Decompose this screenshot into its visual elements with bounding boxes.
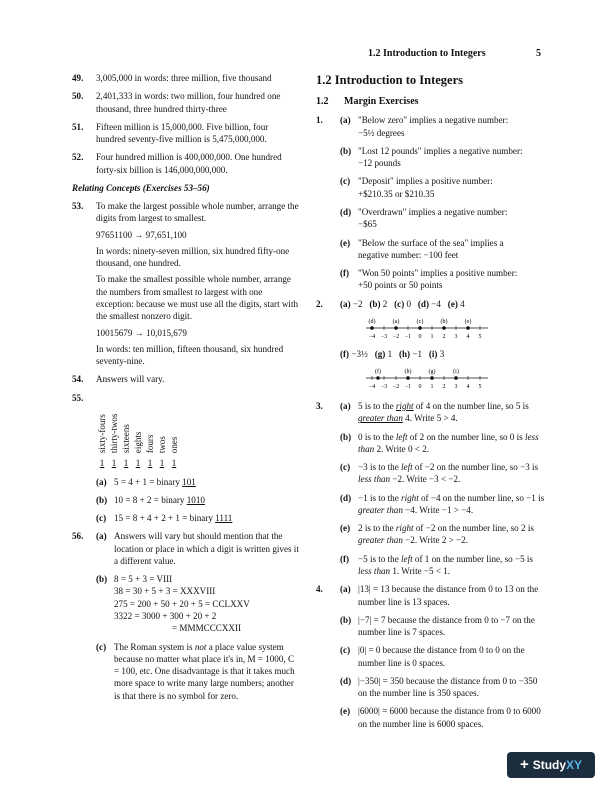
- exercise-54: [72, 373, 300, 385]
- answer-text: The Roman system is: [114, 641, 195, 652]
- number-line-point: [430, 376, 434, 380]
- number-line-point: [376, 376, 380, 380]
- part-label: (d): [340, 206, 352, 217]
- part-b: [340, 145, 548, 170]
- answer-text: 38 = 30 + 5 + 3 = XXXVIII: [114, 586, 216, 597]
- exercise-number: 55.: [72, 392, 84, 403]
- answer-text: of −2 on the number line, so −3 is: [412, 462, 539, 473]
- emphasis-text: left: [395, 431, 408, 442]
- part-c: [340, 175, 548, 200]
- number-line-point: [454, 376, 458, 380]
- answer-text: "Lost 12 pounds" implies a negative number:: [358, 145, 523, 156]
- binary-column-heading: thirty-twos: [108, 414, 119, 454]
- answer-text: +50 points or 50 points: [358, 280, 443, 291]
- exercise-number: 51.: [72, 121, 84, 132]
- right-column: [316, 72, 548, 736]
- binary-column-heading: fours: [144, 435, 155, 454]
- number-line: [364, 362, 494, 394]
- answer-value: 3: [439, 348, 445, 359]
- answer-text: One hundred forty-six billion is 146,000,000,000.: [96, 152, 282, 175]
- answer-text: 3322 = 3000 + 300 + 20 + 2: [114, 610, 217, 621]
- emphasis-text: greater than: [358, 504, 403, 515]
- answer-text: 5 is to the: [358, 401, 396, 412]
- answer-text: of 2 on the number line, so 0 is: [407, 431, 525, 442]
- answer-value: 2: [382, 298, 395, 309]
- answer-text: of 4 on the number line, so 5 is: [413, 401, 529, 412]
- part-label: (b): [369, 298, 383, 309]
- part-label: (a): [340, 584, 351, 595]
- answer-text: Four hundred million is 400,000,000.: [96, 152, 233, 163]
- margin-exercise-4: [316, 583, 548, 730]
- answer-text: Answers will vary but should mention that the location or place in which a digit is written gives it a different value.: [114, 531, 299, 566]
- answer-text: a place value system because no matter what place it's in, M = 1000, C = 100, etc. One disadvantage is that it takes much more space to write many large numbers; another is that there is no symbol for zero.: [114, 641, 295, 701]
- binary-place-value-table: [96, 392, 300, 470]
- part-label: (i): [428, 348, 440, 359]
- answer-text: 8 = 5 + 3 = VIII: [114, 574, 173, 585]
- number-line-point-label: (e): [464, 318, 472, 325]
- part-label: (a): [340, 298, 353, 309]
- logo-word: StudyXY: [532, 757, 583, 772]
- part-e: [340, 522, 548, 547]
- answer-text: |0| = 0 because the distance from 0 to 0 on the number line is 0 spaces.: [358, 645, 525, 668]
- part-b: [340, 614, 548, 639]
- answer-text: 2,401,333 in words: two million, four hundred: [96, 91, 265, 102]
- answer-text: −3 is to the: [358, 462, 402, 473]
- binary-column-heading: sixteens: [120, 424, 131, 454]
- number-line-point: [442, 326, 446, 330]
- number-line-point-label: (d): [368, 318, 376, 325]
- part-c: [340, 461, 548, 486]
- answer-text: = MMMCCCXXII: [172, 623, 242, 634]
- emphasis-text: not: [194, 641, 207, 652]
- part-label: (f): [340, 553, 350, 564]
- part-b: [96, 494, 300, 506]
- exercise-49: [72, 72, 300, 84]
- emphasis-text: less than: [358, 474, 391, 485]
- exercise-number: 2.: [316, 298, 323, 309]
- answer-text: 3,005,000 in words: three million, five thousand: [96, 73, 272, 83]
- part-label: (c): [96, 641, 107, 652]
- answer-text: Answers will vary.: [96, 374, 165, 385]
- exercise-number: 3.: [316, 401, 323, 412]
- emphasis-text: less than: [358, 566, 391, 577]
- answer-text: −5½ degrees: [358, 127, 405, 138]
- part-label: (e): [340, 237, 351, 248]
- number-line-tick-label: −4: [368, 333, 376, 340]
- part-label: (a): [96, 531, 107, 542]
- binary-column-heading: twos: [156, 436, 167, 454]
- answer-value: 1111: [215, 513, 233, 524]
- binary-digit: 1: [111, 458, 117, 469]
- answer-text: 97651100 → 97,651,100: [96, 229, 187, 240]
- emphasis-text: left: [401, 553, 413, 564]
- number-line: [364, 312, 494, 344]
- binary-digit: 1: [123, 458, 129, 469]
- number-line-tick-label: −2: [392, 333, 400, 340]
- answer-text: 1. Write −5 < 1.: [390, 566, 451, 577]
- number-line-point-label: (b): [440, 318, 448, 325]
- part-label: (b): [96, 574, 108, 585]
- part-label: (b): [340, 145, 352, 156]
- number-line-tick-label: −1: [404, 333, 412, 340]
- exercise-52: [72, 151, 300, 176]
- number-line-tick-label: −3: [380, 333, 388, 340]
- answer-text: one thousand, three hundred thirty-three: [96, 91, 281, 114]
- answer-text: of 1 on the number line, so −5 is: [412, 553, 533, 564]
- exercise-number: 56.: [72, 531, 84, 542]
- answer-text: In words: ten million, fifteen thousand, six hundred seventy-nine.: [96, 343, 284, 367]
- answer-text: of −2 on the number line, so 2 is: [413, 523, 534, 534]
- part-label: (a): [340, 115, 351, 126]
- number-line-point: [406, 376, 410, 380]
- answer-text: −5 is to the: [358, 553, 402, 564]
- part-a: [340, 400, 548, 425]
- number-line-tick-label: −3: [380, 384, 388, 391]
- answer-text: 4. Write 5 > 4.: [402, 413, 458, 424]
- emphasis-text: right: [395, 401, 414, 412]
- part-a: [96, 530, 300, 567]
- answer-text: To make the smallest possible whole number, arrange the numbers from smallest to largest with one exception: because we must use all the digits, start with the smallest nonzero digit.: [96, 274, 299, 322]
- number-line-tick-label: −1: [404, 384, 412, 391]
- part-c: [340, 644, 548, 669]
- part-d: [340, 206, 548, 231]
- number-line-point-label: (c): [416, 318, 424, 325]
- number-line-point: [394, 326, 398, 330]
- answer-text: 10 = 8 + 2 = binary: [114, 494, 187, 505]
- part-b: [96, 573, 300, 634]
- answer-row: [340, 298, 548, 310]
- binary-column-heading: eights: [132, 432, 143, 454]
- answer-text: −1 is to the: [358, 492, 402, 503]
- number-line-tick-label: 0: [418, 384, 422, 391]
- answer-text: 0 is to the: [358, 431, 396, 442]
- number-line-point-label: (g): [428, 369, 436, 376]
- number-line-tick-label: 1: [430, 333, 434, 340]
- exercise-50: [72, 90, 300, 115]
- exercise-51: [72, 121, 300, 146]
- part-b: [340, 431, 548, 456]
- answer-text: −$65: [358, 219, 377, 230]
- number-line-point-label: (i): [453, 369, 459, 376]
- answer-text: −12 pounds: [358, 158, 401, 169]
- answer-text: In words: ninety-seven million, six hundred fifty-one thousand, one hundred.: [96, 245, 290, 269]
- part-a: [340, 114, 548, 139]
- part-c: [96, 641, 300, 702]
- answer-text: "Won 50 points" implies a positive number:: [358, 268, 518, 279]
- answer-text: "Below the surface of the sea" implies a: [358, 237, 504, 248]
- left-column: [72, 72, 300, 708]
- answer-value: 1: [387, 348, 399, 359]
- number-line-tick-label: −2: [392, 384, 400, 391]
- part-label: (b): [340, 431, 352, 442]
- number-line-tick-label: 2: [442, 333, 446, 340]
- answer-value: −1: [412, 348, 429, 359]
- part-label: (d): [417, 298, 432, 309]
- part-f: [340, 553, 548, 578]
- number-line-tick-label: 5: [478, 384, 482, 391]
- part-label: (e): [340, 523, 351, 534]
- answer-text: 5 = 4 + 1 = binary: [114, 476, 183, 487]
- answer-text: |13| = 13 because the distance from 0 to 13 on the number line is 13 spaces.: [358, 584, 539, 607]
- answer-value: 4: [460, 298, 465, 309]
- part-c: [96, 512, 300, 524]
- exercise-number: 1.: [316, 115, 323, 126]
- number-line-tick-label: 4: [466, 384, 470, 391]
- answer-text: Fifteen million is 15,000,000.: [96, 121, 205, 132]
- answer-text: 2. Write 0 < 2.: [374, 443, 430, 454]
- answer-value: 101: [182, 476, 196, 487]
- part-a: [340, 583, 548, 608]
- subsection-title: [316, 95, 548, 109]
- number-line-point: [466, 326, 470, 330]
- answer-text: "Below zero" implies a negative number:: [358, 115, 509, 126]
- exercise-number: 4.: [316, 584, 323, 595]
- exercise-number: 54.: [72, 374, 84, 385]
- binary-digit: 1: [135, 458, 141, 469]
- answer-text: "Overdrawn" implies a negative number:: [358, 206, 508, 217]
- answer-text: of −4 on the number line, so −1 is: [418, 492, 545, 503]
- binary-digit: 1: [159, 458, 165, 469]
- exercise-number: 50.: [72, 91, 84, 102]
- answer-value: −4: [431, 298, 448, 309]
- margin-exercise-2: [316, 298, 548, 395]
- part-label: (b): [96, 494, 108, 505]
- part-label: (c): [340, 176, 351, 187]
- section-title: 1.2 Introduction to Integers: [316, 73, 463, 87]
- part-label: (h): [398, 348, 413, 359]
- number-line-tick-label: 1: [430, 384, 434, 391]
- part-label: (c): [340, 645, 351, 656]
- part-label: (c): [340, 462, 351, 473]
- answer-value: 0: [406, 298, 418, 309]
- number-line-point: [418, 326, 422, 330]
- part-label: (f): [340, 268, 350, 279]
- subsection-label: Margin Exercises: [344, 95, 419, 107]
- part-f: [340, 267, 548, 292]
- answer-text: 10015679 → 10,015,679: [96, 327, 187, 338]
- binary-column-heading: sixty-fours: [96, 414, 107, 454]
- answer-text: −4. Write −1 > −4.: [402, 504, 474, 515]
- part-d: [340, 492, 548, 517]
- exercise-number: 52.: [72, 152, 84, 163]
- answer-text: |−7| = 7 because the distance from 0 to −7 on the number line is 7 spaces.: [358, 614, 535, 638]
- answer-text: |6000| = 6000 because the distance from 0 to 6000 on the number line is 6000 spaces.: [358, 706, 541, 729]
- answer-text: 2 is to the: [358, 523, 396, 534]
- answer-text: "Deposit" implies a positive number:: [358, 176, 493, 187]
- number-line-point-label: (f): [375, 369, 381, 376]
- studyxy-logo: [507, 752, 595, 778]
- exercise-53: [72, 200, 300, 367]
- relating-concepts-heading: Relating Concepts (Exercises 53–56): [72, 182, 210, 193]
- answer-row: [340, 348, 548, 360]
- binary-digit: 1: [147, 458, 153, 469]
- binary-digit: 1: [99, 458, 105, 469]
- answer-text: |−350| = 350 because the distance from 0 to −350 on the number line is 350 spaces.: [358, 675, 538, 699]
- emphasis-text: greater than: [358, 535, 403, 546]
- answer-text: 275 = 200 + 50 + 20 + 5 = CCLXXV: [114, 598, 250, 609]
- emphasis-text: greater than: [358, 413, 403, 424]
- subsection-number: 1.2: [316, 95, 329, 107]
- answer-text: negative number: −100 feet: [358, 249, 459, 260]
- number-line-tick-label: 0: [418, 333, 422, 340]
- part-label: (f): [340, 348, 352, 359]
- exercise-55: [72, 392, 300, 525]
- number-line-tick-label: 5: [478, 333, 482, 340]
- comparison-parts: [340, 400, 548, 577]
- binary-column-heading: ones: [168, 437, 179, 454]
- emphasis-text: right: [395, 523, 414, 534]
- exercise-56: [72, 530, 300, 701]
- margin-exercise-1: [316, 114, 548, 291]
- answer-text: −2. Write 2 > −2.: [402, 535, 468, 546]
- emphasis-text: less than: [358, 431, 539, 454]
- number-line-point-label: (a): [392, 318, 400, 325]
- part-label: (b): [340, 614, 352, 625]
- exercise-number: 53.: [72, 201, 84, 212]
- part-label: (a): [96, 476, 107, 487]
- part-a: [96, 476, 300, 488]
- running-head-section: 1.2 Introduction to Integers: [368, 48, 486, 59]
- part-label: (e): [447, 298, 461, 309]
- part-label: (g): [374, 348, 388, 359]
- page-header: [0, 47, 612, 61]
- number-line-tick-label: 3: [454, 333, 458, 340]
- answer-text: Five billion, four hundred seventy-five million is: [96, 121, 269, 145]
- number-line-point-label: (h): [404, 369, 412, 376]
- answer-text: 15 = 8 + 4 + 2 + 1 = binary: [114, 513, 216, 524]
- emphasis-text: left: [401, 462, 413, 473]
- margin-exercise-3: [316, 400, 548, 577]
- part-label: (a): [340, 401, 351, 412]
- answer-text: +$210.35 or $210.35: [358, 188, 435, 199]
- exercise-number: 49.: [72, 73, 84, 83]
- part-e: [340, 705, 548, 730]
- answer-value: −3½: [351, 348, 375, 359]
- emphasis-text: right: [401, 492, 419, 503]
- part-label: (d): [340, 675, 352, 686]
- answer-text: −2. Write −3 < −2.: [390, 474, 461, 485]
- number-line-tick-label: 4: [466, 333, 470, 340]
- answer-value: 1010: [186, 494, 205, 505]
- plus-icon: +: [519, 755, 529, 773]
- part-d: [340, 675, 548, 700]
- page-number: 5: [536, 48, 541, 59]
- binary-digit: 1: [171, 458, 177, 469]
- number-line-tick-label: −4: [368, 384, 376, 391]
- part-label: (c): [96, 513, 107, 524]
- part-label: (c): [394, 298, 407, 309]
- number-line-tick-label: 3: [454, 384, 458, 391]
- answer-value: −2: [352, 298, 370, 309]
- part-label: (d): [340, 492, 352, 503]
- answer-text: 5,475,000,000.: [212, 134, 267, 145]
- number-line-tick-label: 2: [442, 384, 446, 391]
- number-line-point: [370, 326, 374, 330]
- part-label: (e): [340, 706, 351, 717]
- part-e: [340, 237, 548, 262]
- answer-text: To make the largest possible whole number, arrange the digits from largest to smallest.: [96, 201, 299, 224]
